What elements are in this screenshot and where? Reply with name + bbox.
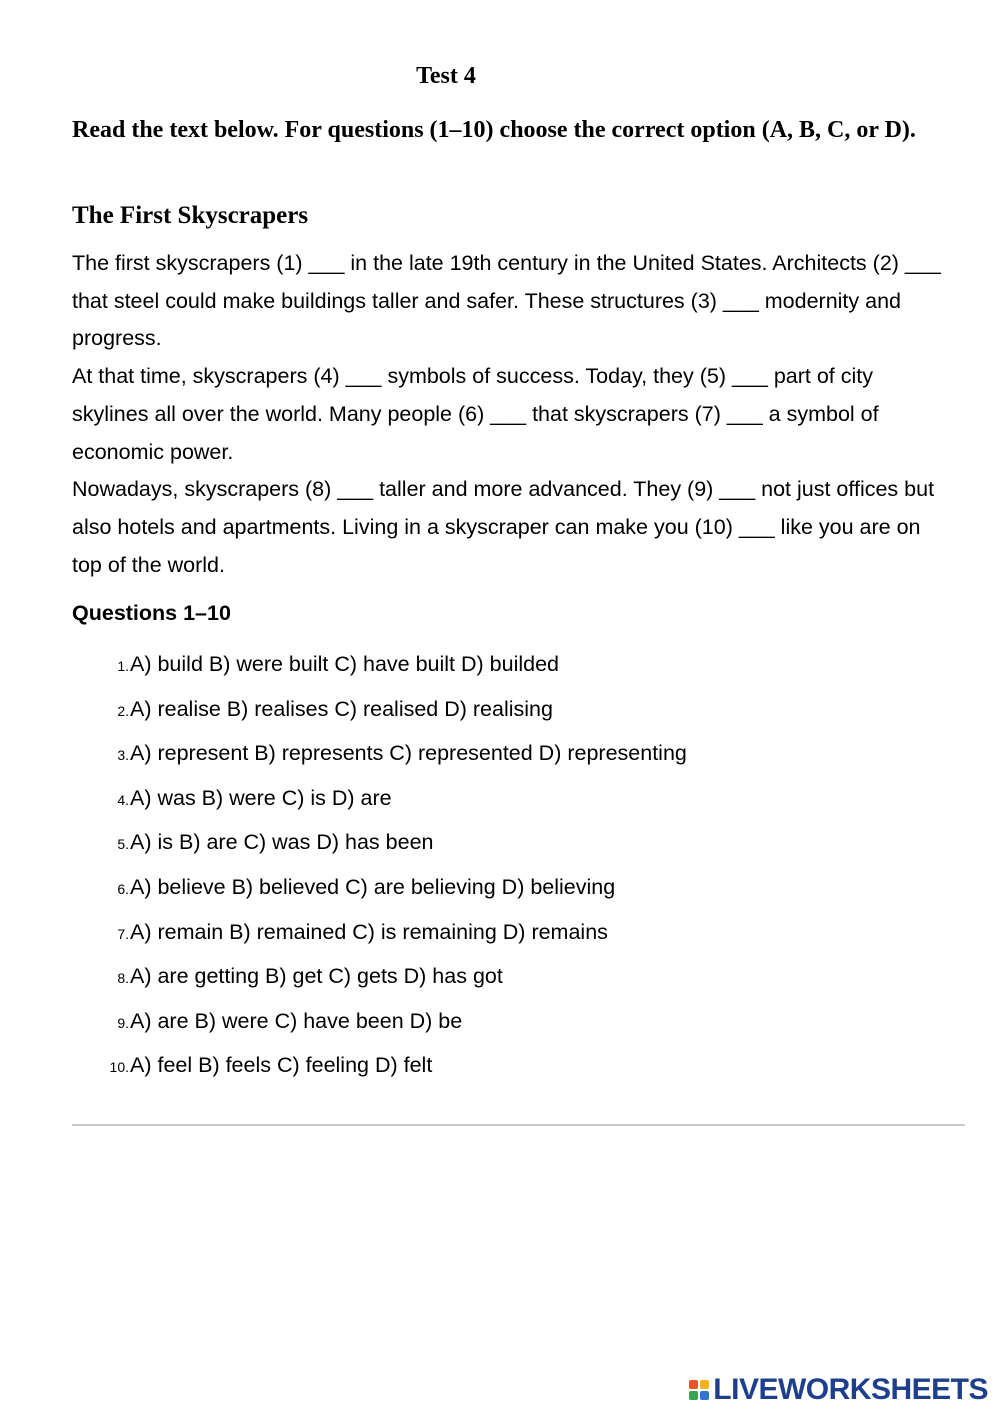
question-number: 8. [117,970,129,987]
passage-title: The First Skyscrapers [72,202,309,229]
question-options: A) are B) were C) have been D) be [130,1008,463,1033]
question-options: A) build B) were built C) have built D) builded [130,652,560,676]
question-number: 2. [117,702,129,719]
instructions: Read the text below. For questions (1–10) choose the correct option (A, B, C, or D). [72,117,916,143]
question-number: 5. [117,836,129,853]
horizontal-divider [72,1124,965,1126]
question-item [72,824,952,869]
question-item [72,1047,952,1092]
question-number: 4. [117,791,129,808]
liveworksheets-logo [689,1372,988,1408]
logo-text: LIVEWORKSHEETS [713,1373,988,1406]
question-number: 3. [117,747,129,764]
question-item [72,691,952,736]
question-item [72,869,952,914]
question-options: A) realise B) realises C) realised D) realising [130,696,553,721]
page-title: Test 4 [416,63,476,89]
question-item [72,1003,952,1048]
question-number: 6. [117,880,129,897]
questions-heading: Questions 1–10 [72,601,231,625]
logo-tile [700,1391,709,1400]
question-item [72,958,952,1003]
question-item [72,914,952,959]
question-item [72,646,952,691]
logo-tile [689,1380,698,1389]
question-number: 7. [117,925,129,942]
question-options: A) is B) are C) was D) has been [130,830,434,855]
question-options: A) remain B) remained C) is remaining D) remains [130,919,608,944]
logo-tile [689,1391,698,1400]
question-options: A) represent B) represents C) represented D) representing [130,741,687,766]
question-list [72,646,952,1092]
question-item [72,735,952,780]
passage-paragraph: The first skyscrapers (1) ___ in the late 19th century in the United States. Architects (2) ___ that steel could make buildings taller and safer. These structures (3) ___ modernity and progress. [72,251,941,351]
question-number: 1. [117,658,129,674]
passage-paragraph: At that time, skyscrapers (4) ___ symbols of success. Today, they (5) ___ part of city skylines all over the world. Many people (6) ___ that skyscrapers (7) ___ a symbol of economic power. [72,364,879,464]
question-options: A) are getting B) get C) gets D) has got [130,964,503,989]
question-item [72,780,952,825]
logo-tile [700,1380,709,1389]
question-number: 9. [117,1014,129,1031]
liveworksheets-logo-icon [689,1380,709,1400]
question-number: 10. [109,1059,129,1076]
question-options: A) feel B) feels C) feeling D) felt [130,1053,433,1078]
question-options: A) believe B) believed C) are believing D) believing [130,874,616,899]
question-options: A) was B) were C) is D) are [130,785,392,810]
passage-paragraph: Nowadays, skyscrapers (8) ___ taller and more advanced. They (9) ___ not just offices but also hotels and apartments. Living in a skyscraper can make you (10) ___ like you are on top of the world. [72,477,935,577]
reading-passage [72,245,952,584]
